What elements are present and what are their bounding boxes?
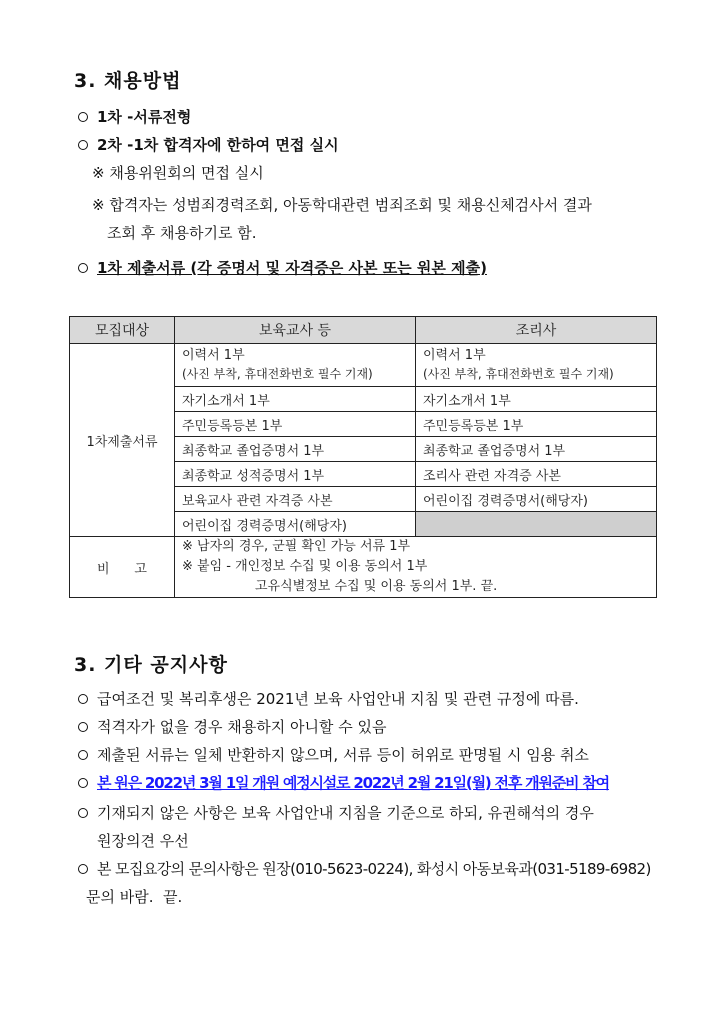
table-cell: 주민등록등본 1부 [175,412,416,437]
list-item-highlight: 본 원은 2022년 3월 1일 개원 예정시설로 2022년 2월 21일(월) 전후 개원준비 참여 [78,772,609,793]
remarks-cell: ※ 남자의 경우, 군필 확인 가능 서류 1부 ※ 붙임 - 개인정보 수집 및 이용 동의서 1부 고유식별정보 수집 및 이용 동의서 1부. 끝. [175,537,657,598]
list-item: 기재되지 않은 사항은 보육 사업안내 지침을 기준으로 하되, 유권해석의 경우 [78,802,594,823]
note-text: ※ 합격자는 성범죄경력조회, 아동학대관련 범죄조회 및 채용신체검사서 결과 [92,196,592,214]
table-cell: 자기소개서 1부 [416,387,657,412]
table-cell: 이력서 1부 (사진 부착, 휴대전화번호 필수 기재) [175,344,416,387]
column-header: 보육교사 등 [175,317,416,344]
list-item: 2차 -1차 합격자에 한하여 면접 실시 [78,134,339,155]
table-cell: 조리사 관련 자격증 사본 [416,462,657,487]
circle-bullet-icon [78,750,88,760]
documents-table [69,316,657,598]
table-header-row [70,317,657,344]
circle-bullet-icon [78,808,88,818]
list-item: 1차 -서류전형 [78,106,191,127]
circle-bullet-icon [78,263,88,273]
table-cell: 최종학교 성적증명서 1부 [175,462,416,487]
list-item-continued: 원장의견 우선 [97,832,189,850]
table-cell: 주민등록등본 1부 [416,412,657,437]
section-title-other-notices: 3. 기타 공지사항 [74,654,228,676]
column-header: 모집대상 [70,317,175,344]
column-header: 조리사 [416,317,657,344]
list-item: 본 모집요강의 문의사항은 원장(010-5623-0224), 화성시 아동보육과(031-5189-6982) [78,858,651,879]
empty-cell [416,512,657,537]
table-cell: 어린이집 경력증명서(해당자) [175,512,416,537]
circle-bullet-icon [78,722,88,732]
circle-bullet-icon [78,694,88,704]
table-cell: 보육교사 관련 자격증 사본 [175,487,416,512]
note-text: ※ 채용위원회의 면접 실시 [92,164,264,182]
table-cell: 이력서 1부 (사진 부착, 휴대전화번호 필수 기재) [416,344,657,387]
circle-bullet-icon [78,112,88,122]
list-item: 1차 제출서류 (각 증명서 및 자격증은 사본 또는 원본 제출) [78,257,487,278]
circle-bullet-icon [78,778,88,788]
circle-bullet-icon [78,864,88,874]
note-text: 조회 후 채용하기로 함. [107,224,257,242]
remarks-label: 비 고 [70,537,175,598]
row-group-label: 1차제출서류 [70,344,175,537]
list-item: 급여조건 및 복리후생은 2021년 보육 사업안내 지침 및 관련 규정에 따름. [78,688,579,709]
table-row-remarks [70,537,657,598]
table-cell: 최종학교 졸업증명서 1부 [175,437,416,462]
table-row [70,344,657,387]
table-cell: 자기소개서 1부 [175,387,416,412]
list-item: 적격자가 없을 경우 채용하지 아니할 수 있음 [78,716,386,737]
section-title-recruitment-method: 3. 채용방법 [74,70,182,92]
table-cell: 최종학교 졸업증명서 1부 [416,437,657,462]
list-item: 제출된 서류는 일체 반환하지 않으며, 서류 등이 허위로 판명될 시 임용 취소 [78,744,589,765]
table-cell: 어린이집 경력증명서(해당자) [416,487,657,512]
list-item-continued: 문의 바람. 끝. [86,888,183,906]
circle-bullet-icon [78,140,88,150]
